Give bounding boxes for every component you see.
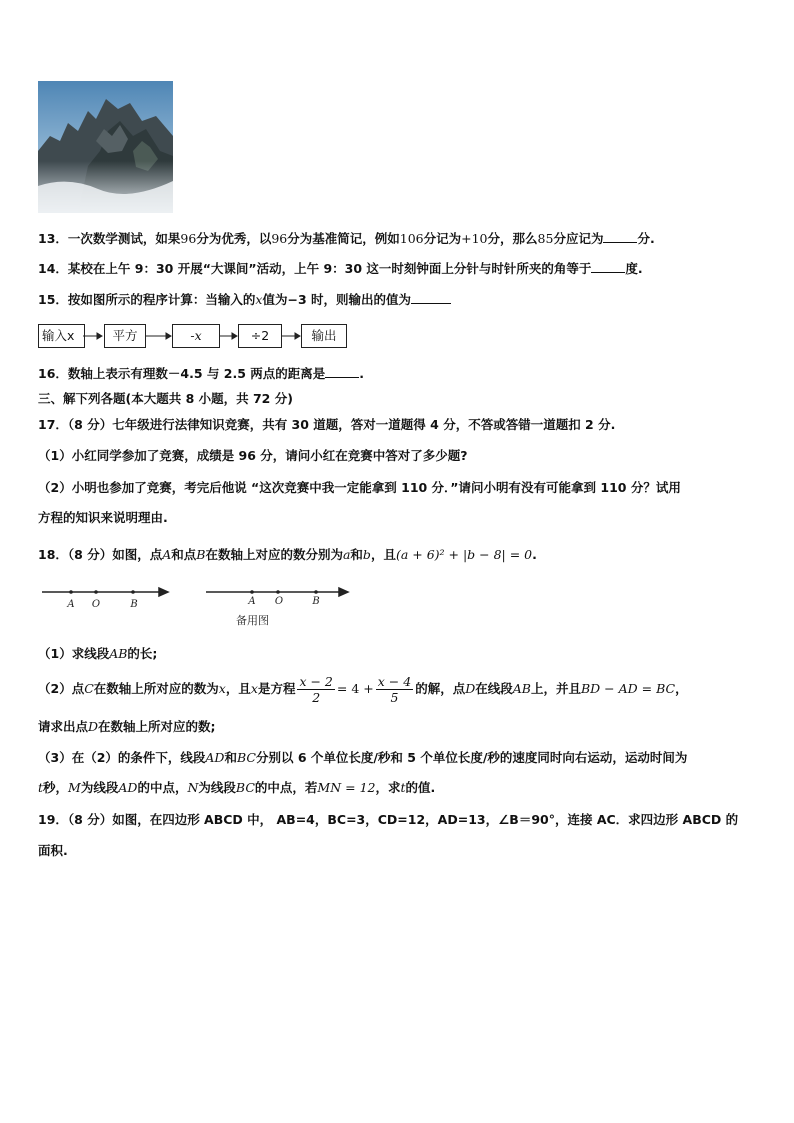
question-18-part-3: （3）在（2）的条件下，线段AD和BC分别以 6 个单位长度/秒和 5 个单位长度/秒的速度同时向右运动，运动时间为 [38, 750, 688, 765]
flow-box-divide: ÷2 [238, 324, 282, 348]
label-o-2: O [274, 596, 284, 607]
question-19-cont: 面积. [38, 843, 68, 858]
backup-figure-label: 备用图 [236, 614, 269, 627]
answer-blank[interactable] [603, 229, 637, 243]
question-18-part-3-cont: t秒，M为线段AD的中点，N为线段BC的中点，若MN = 12，求t的值. [38, 780, 436, 795]
section-heading: 三、解下列各题(本大题共 8 小题，共 72 分) [38, 391, 293, 406]
answer-blank[interactable] [411, 290, 451, 304]
flow-box-output: 输出 [301, 324, 347, 348]
question-17-part-1: （1）小红同学参加了竞赛，成绩是 96 分，请问小红在竞赛中答对了多少题? [38, 448, 468, 463]
question-18-part-1: （1）求线段AB的长; [38, 646, 158, 661]
answer-blank[interactable] [325, 364, 359, 378]
label-b-1: B [130, 599, 138, 610]
question-19: 19．（8 分）如图，在四边形 ABCD 中， AB=4，BC=3，CD=12，AD=13，∠B＝90°，连接 AC．求四边形 ABCD 的 [38, 812, 739, 827]
flow-arrows [80, 326, 310, 346]
label-a-2: A [248, 596, 256, 607]
question-17-part-2: （2）小明也参加了竞赛，考完后他说 “这次竞赛中我一定能拿到 110 分．”请问小明有没有可能拿到 110 分？试用 [38, 480, 681, 495]
flow-box-minus-x: -x [172, 324, 220, 348]
question-16: 16．数轴上表示有理数－4.5 与 2.5 两点的距离是 . [38, 366, 364, 381]
question-18-stem: 18．（8 分）如图，点A和点B在数轴上对应的数分别为a和b，且(a + 6)² + |b − 8| = 0. [38, 547, 537, 562]
equation: (a + 6)² + |b − 8| = 0 [395, 547, 533, 562]
flow-box-square: 平方 [104, 324, 146, 348]
question-13: 13．一次数学测试，如果96分为优秀，以96分为基准简记，例如106分记为+10分，那么85分应记为 分. [38, 231, 655, 246]
question-17-stem: 17．（8 分）七年级进行法律知识竞赛，共有 30 道题，答对一道题得 4 分，不答或答错一道题扣 2 分. [38, 417, 616, 432]
answer-blank[interactable] [591, 259, 625, 273]
mountain-photo [38, 81, 173, 213]
question-17-part-2-cont: 方程的知识来说明理由. [38, 510, 168, 525]
label-a-1: A [67, 599, 75, 610]
question-18-part-2: （2）点C在数轴上所对应的数为x，且x是方程 $\frac{x - 2}{2}$ = 4 + $\frac{x - 4}{5}$ 的解，点D在线段AB上，并且BD − AD = BC， [38, 674, 688, 705]
question-18-part-2-cont: 请求出点D在数轴上所对应的数; [38, 719, 216, 734]
question-15: 15．按如图所示的程序计算：当输入的x值为−3 时，则输出的值为 [38, 290, 451, 309]
question-14: 14．某校在上午 9：30 开展“大课间”活动，上午 9：30 这一时刻钟面上分针与时针所夹的角等于 度. [38, 261, 643, 276]
label-b-2: B [312, 596, 320, 607]
number-line-figures [38, 580, 358, 630]
flow-box-input: 输入x [38, 324, 85, 348]
label-o-1: O [91, 599, 101, 610]
